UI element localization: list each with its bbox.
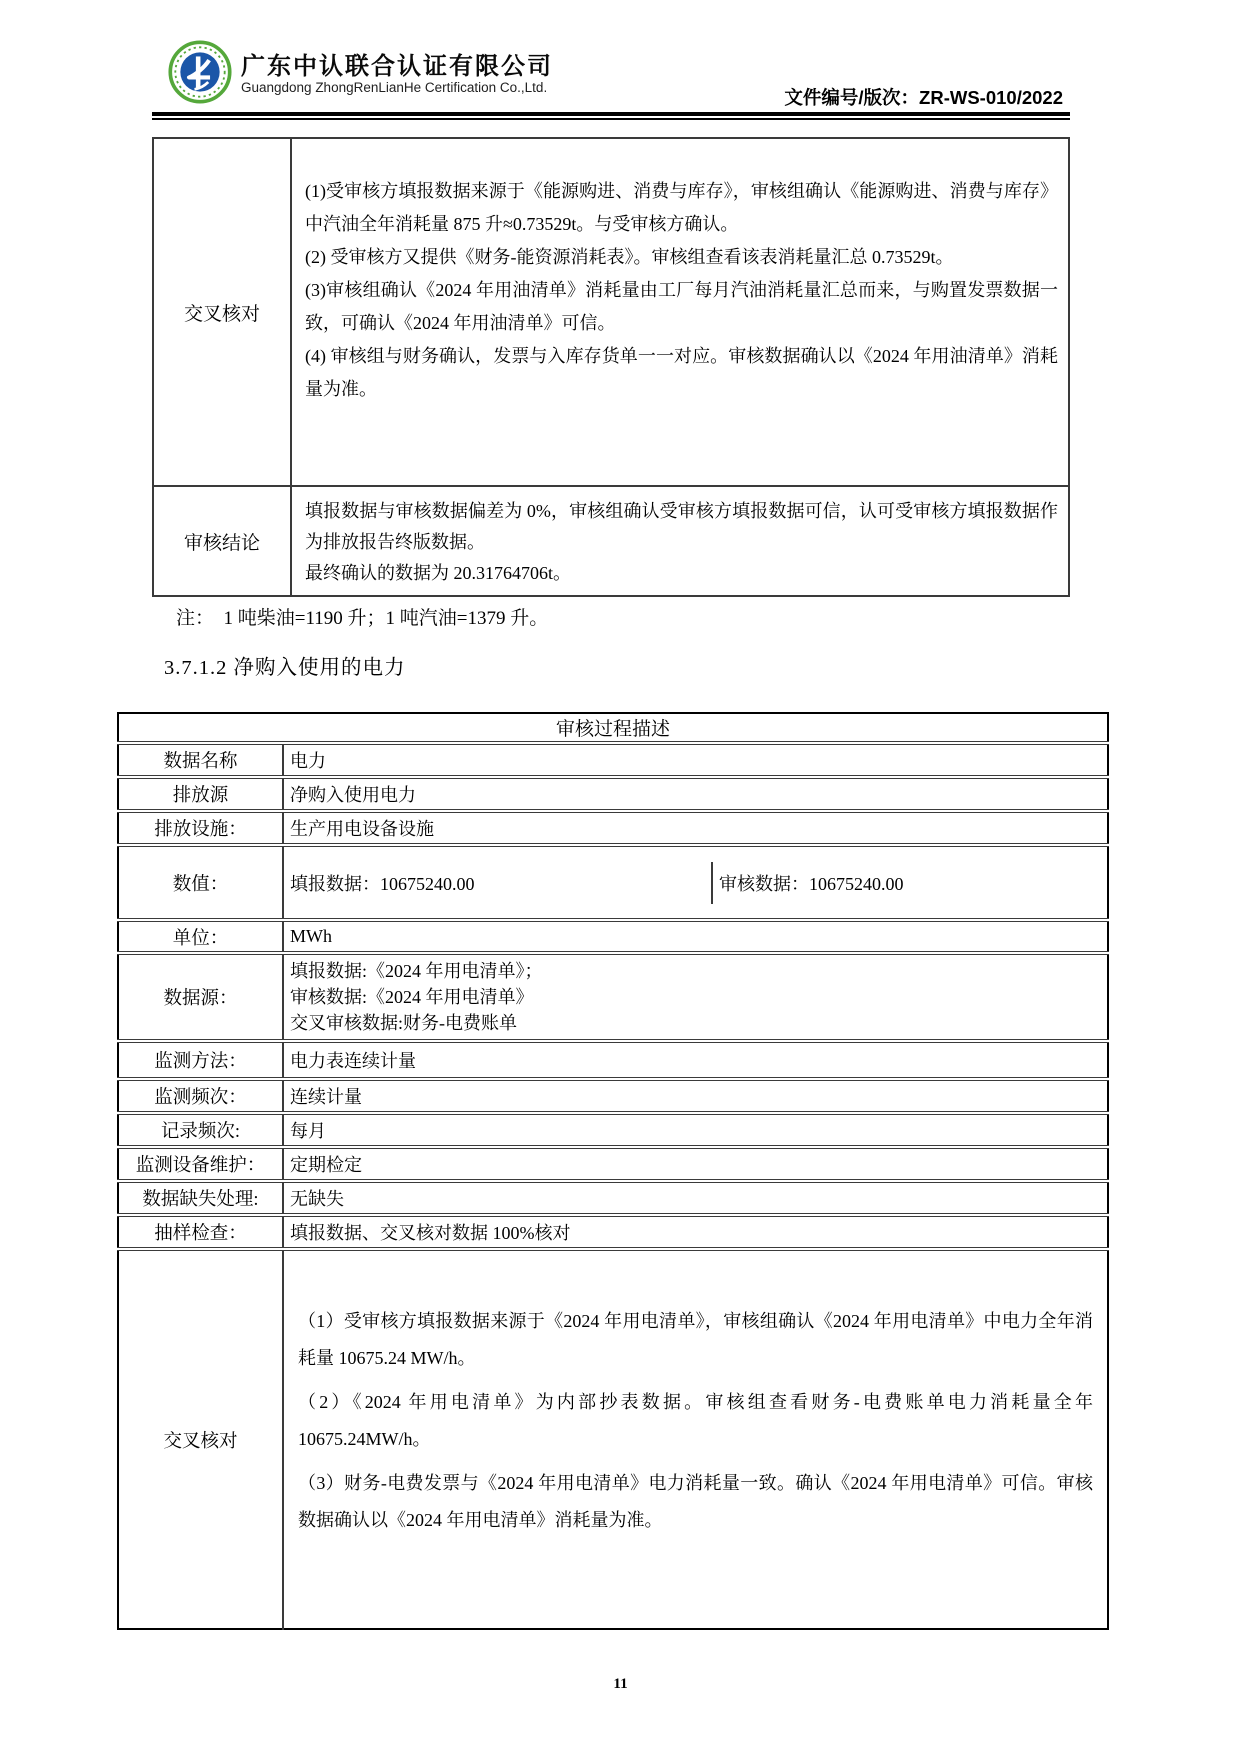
row-label: 数据源： [118, 953, 283, 1041]
row-label-conclusion: 审核结论 [153, 486, 291, 596]
electricity-audit-table [117, 712, 1109, 1630]
row-value: 连续计量 [283, 1079, 1108, 1113]
data-source-line: 填报数据:《2024 年用电清单》； [290, 961, 543, 981]
table-row [118, 713, 1108, 743]
document-number: 文件编号/版次：ZR-WS-010/2022 [784, 87, 1063, 108]
conclusion-paragraph: 最终确认的数据为 20.31764706t。 [305, 562, 571, 583]
table-row [118, 920, 1108, 953]
row-value: 无缺失 [283, 1181, 1108, 1215]
data-source-line: 交叉审核数据:财务-电费账单 [290, 1013, 517, 1033]
table-row [118, 1181, 1108, 1215]
row-value: 填报数据、交叉核对数据 100%核对 [283, 1215, 1108, 1249]
table-row [118, 1215, 1108, 1249]
numeric-values-cell [283, 845, 1108, 920]
row-label: 记录频次: [118, 1113, 283, 1147]
table-row [118, 1079, 1108, 1113]
row-value: 电力 [283, 743, 1108, 777]
conclusion-content [291, 486, 1069, 596]
data-source-cell [283, 953, 1108, 1041]
section-heading: 3.7.1.2 净购入使用的电力 [164, 657, 406, 679]
company-name-en: Guangdong ZhongRenLianHe Certification Co.,Ltd. [241, 80, 548, 95]
row-value: 定期检定 [283, 1147, 1108, 1181]
row-label: 监测设备维护： [118, 1147, 283, 1181]
row-label: 抽样检查： [118, 1215, 283, 1249]
table-row [118, 845, 1108, 920]
row-value: 每月 [283, 1113, 1108, 1147]
cross-check-content [283, 1249, 1108, 1629]
row-label: 单位： [118, 920, 283, 953]
cross-check-paragraph: (4) 审核组与财务确认，发票与入库存货单一一对应。审核数据确认以《2024 年用油清单》消耗量为准。 [305, 346, 1058, 399]
row-value: 电力表连续计量 [283, 1041, 1108, 1079]
cross-check-paragraph: (2) 受审核方又提供《财务-能资源消耗表》。审核组查看该表消耗量汇总 0.73529t。 [305, 247, 954, 267]
reported-value: 填报数据：10675240.00 [290, 873, 475, 894]
table-row [118, 743, 1108, 777]
company-name-zh: 广东中认联合认证有限公司 [241, 53, 553, 80]
table-row [118, 811, 1108, 845]
audited-value: 审核数据：10675240.00 [711, 862, 1107, 904]
row-label: 数据名称 [118, 743, 283, 777]
table-row [153, 138, 1069, 486]
header-divider [152, 112, 1070, 120]
table-row [118, 1041, 1108, 1079]
row-label-cross-check: 交叉核对 [163, 1431, 238, 1452]
cross-check-content [291, 138, 1069, 486]
table-row [118, 1147, 1108, 1181]
table-row [153, 486, 1069, 596]
row-label: 数值： [118, 845, 283, 920]
cross-check-paragraph: （1）受审核方填报数据来源于《2024 年用电清单》，审核组确认《2024 年用电清单》中电力全年消耗量 10675.24 MW/h。 [298, 1311, 1093, 1368]
row-label-cross-check: 交叉核对 [153, 138, 291, 486]
table-row [118, 777, 1108, 811]
conclusion-paragraph: 填报数据与审核数据偏差为 0%，审核组确认受审核方填报数据可信，认可受审核方填报数据作为排放报告终版数据。 [305, 500, 1058, 552]
table-row [118, 1249, 1108, 1629]
row-label: 排放源 [118, 777, 283, 811]
table-title: 审核过程描述 [118, 713, 1108, 743]
cross-check-paragraph: (3)审核组确认《2024 年用油清单》消耗量由工厂每月汽油消耗量汇总而来，与购置发票数据一致，可确认《2024 年用油清单》可信。 [305, 280, 1058, 333]
table-row [118, 1113, 1108, 1147]
row-label: 数据缺失处理: [118, 1181, 283, 1215]
fuel-audit-table [152, 137, 1070, 597]
row-value: 净购入使用电力 [283, 777, 1108, 811]
row-label: 排放设施： [118, 811, 283, 845]
table-row [118, 953, 1108, 1041]
row-label: 监测频次： [118, 1079, 283, 1113]
row-value: MWh [283, 920, 1108, 953]
cross-check-paragraph: (1)受审核方填报数据来源于《能源购进、消费与库存》，审核组确认《能源购进、消费与库存》中汽油全年消耗量 875 升≈0.73529t。与受审核方确认。 [305, 181, 1058, 234]
conversion-note: 注： 1 吨柴油=1190 升；1 吨汽油=1379 升。 [176, 608, 549, 629]
cross-check-paragraph: （2）《2024 年用电清单》为内部抄表数据。审核组查看财务-电费账单电力消耗量全年 10675.24MW/h。 [298, 1392, 1093, 1449]
data-source-line: 审核数据:《2024 年用电清单》 [290, 987, 534, 1007]
row-value: 生产用电设备设施 [283, 811, 1108, 845]
cross-check-paragraph: （3）财务-电费发票与《2024 年用电清单》电力消耗量一致。确认《2024 年用电清单》可信。审核数据确认以《2024 年用电清单》消耗量为准。 [298, 1473, 1093, 1530]
company-logo-icon [168, 40, 232, 104]
row-label: 监测方法： [118, 1041, 283, 1079]
page-number: 11 [613, 1676, 628, 1692]
